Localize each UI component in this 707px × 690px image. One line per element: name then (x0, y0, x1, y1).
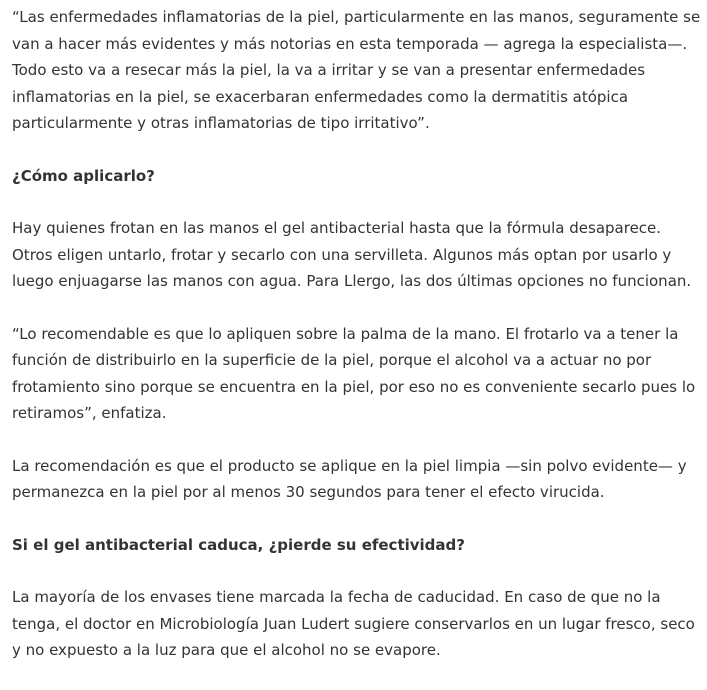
paragraph-dermatitis-quote: “Las enfermedades inflamatorias de la piel, particularmente en las manos, seguramente se van a hacer más evidentes y más notorias en esta temporada — agrega la especialista—. Todo esto va a resecar más la piel, la va a irritar y se van a presentar enfermedades inflamatorias en la piel, se exacerbaran enfermedades como la dermatitis atópica particularmente y otras inflamatorias de tipo irritativo”. (12, 8, 701, 132)
paragraph-clean-skin: La recomendación es que el producto se aplique en la piel limpia —sin polvo evidente— y permanezca en la piel por al menos 30 segundos para tener el efecto virucida. (12, 456, 687, 501)
paragraph-application-methods: Hay quienes frotan en las manos el gel antibacterial hasta que la fórmula desaparece. Otros eligen untarlo, frotar y secarlo con una servilleta. Algunos más optan por usarlo y luego enjuagarse las manos con agua. Para Llergo, las dos últimas opciones no funcionan. (12, 219, 692, 290)
heading-how-to-apply: ¿Cómo aplicarlo? (12, 166, 155, 185)
paragraph-storage-advice: La mayoría de los envases tiene marcada la fecha de caducidad. En caso de que no la tenga, el doctor en Microbiología Juan Ludert sugiere conservarlos en un lugar fresco, seco y no expuesto a la luz para que el alcohol no se evapore. (12, 588, 695, 659)
heading-expiration: Si el gel antibacterial caduca, ¿pierde su efectividad? (12, 535, 465, 554)
paragraph-recommendation-quote: “Lo recomendable es que lo apliquen sobre la palma de la mano. El frotarlo va a tener la función de distribuirlo en la superficie de la piel, porque el alcohol va a actuar no por frotamiento sino porque se encuentra en la piel, por eso no es conveniente secarlo pues lo retiramos”, enfatiza. (12, 324, 696, 422)
article-body (12, 0, 704, 690)
